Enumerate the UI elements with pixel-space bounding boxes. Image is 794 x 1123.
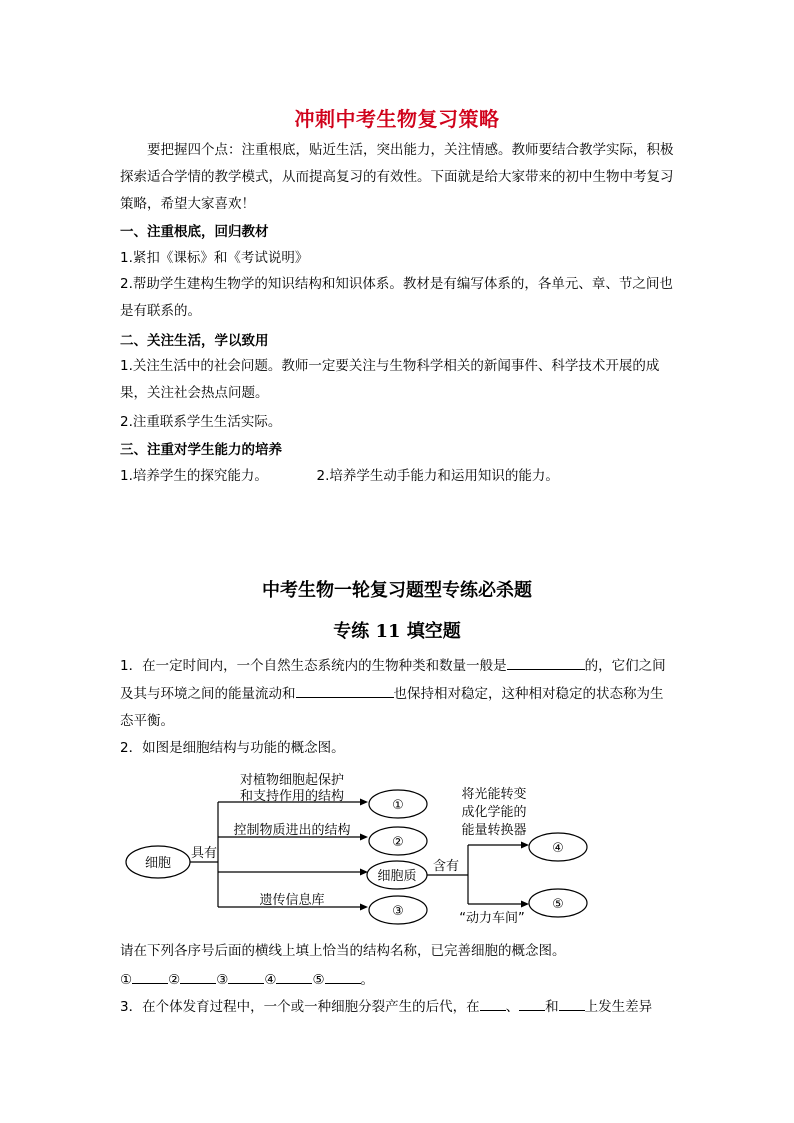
- branch-3-label: 遗传信息库: [259, 893, 325, 908]
- question-2-instruction: 请在下列各序号后面的横线上填上恰当的结构名称，已完善细胞的概念图。: [120, 943, 566, 959]
- q2-blank-2[interactable]: [180, 969, 216, 984]
- q1-blank-2[interactable]: [296, 683, 394, 698]
- section-3-item-1: [120, 466, 680, 486]
- node-5-label: ⑤: [552, 897, 564, 912]
- branch-1-label-line-1: 对植物细胞起保护: [239, 773, 345, 788]
- energy-label-line-1: 将光能转变: [461, 787, 527, 802]
- cell-concept-diagram: [118, 764, 618, 934]
- node-3-label: ③: [392, 904, 404, 919]
- question-1-line-3: 态平衡。: [120, 713, 174, 729]
- section-2-item-2: 2.注重联系学生生活实际。: [120, 414, 282, 430]
- section-1-item-1: 1.紧扣《课标》和《考试说明》: [120, 250, 309, 266]
- power-label: “动力车间”: [459, 911, 525, 926]
- q3-text-b: 上发生差异: [584, 999, 653, 1015]
- has-label: 具有: [190, 846, 218, 861]
- q2-blank-2-label: ②: [168, 972, 181, 988]
- q2-blank-5-label: ⑤: [312, 972, 325, 988]
- q2-blank-4-label: ④: [264, 972, 277, 988]
- q2-blank-5[interactable]: [325, 969, 361, 984]
- section-3-item-2-text: 2.培养学生动手能力和运用知识的能力。: [316, 468, 559, 484]
- energy-label-line-2: 成化学能的: [461, 805, 527, 820]
- page-title: 冲刺中考生物复习策略: [294, 107, 500, 131]
- section-1-heading: 一、注重根底，回归教材: [120, 224, 269, 240]
- section-3-heading: 三、注重对学生能力的培养: [120, 442, 282, 458]
- question-3: [120, 996, 680, 1017]
- q2-blank-1-label: ①: [120, 972, 133, 988]
- energy-label-line-3: 能量转换器: [461, 823, 527, 838]
- q2-blank-4[interactable]: [276, 969, 312, 984]
- contains-label: 含有: [432, 859, 460, 874]
- cytoplasm-label: 细胞质: [377, 869, 417, 884]
- q3-blank-2[interactable]: [519, 996, 545, 1011]
- node-2-label: ②: [392, 835, 404, 850]
- exam-title: 中考生物一轮复习题型专练必杀题: [262, 580, 532, 601]
- q3-blank-3[interactable]: [559, 996, 585, 1011]
- q1-blank-1[interactable]: [507, 655, 585, 670]
- q1-text-b: 的，它们之间: [584, 658, 666, 674]
- section-2-heading: 二、关注生活，学以致用: [120, 333, 269, 349]
- question-2-blanks: [120, 969, 680, 990]
- branch-2-label: 控制物质进出的结构: [233, 823, 351, 838]
- question-1-line-1: [120, 655, 680, 676]
- section-3-item-1-text: 1.培养学生的探究能力。: [120, 468, 268, 484]
- exam-subtitle: 专练 11 填空题: [333, 621, 461, 642]
- question-2: 2．如图是细胞结构与功能的概念图。: [120, 740, 345, 756]
- q2-blank-3-label: ③: [216, 972, 229, 988]
- q3-blank-1[interactable]: [480, 996, 506, 1011]
- q1-text-c: 及其与环境之间的能量流动和: [120, 686, 296, 702]
- q1-text-a: 1．在一定时间内，一个自然生态系统内的生物种类和数量一般是: [120, 658, 507, 674]
- question-1-line-2: [120, 683, 680, 704]
- q2-end: 。: [360, 972, 375, 988]
- cell-label: 细胞: [144, 856, 172, 871]
- q3-sep-1: 、: [505, 999, 520, 1015]
- branch-1-label-line-2: 和支持作用的结构: [239, 789, 345, 804]
- intro-paragraph: 要把握四个点：注重根底，贴近生活，突出能力，关注情感。教师要结合教学实际，积极探索适合学情的教学模式，从而提高复习的有效性。下面就是给大家带来的初中生物中考复习策略，希望大家喜欢！: [120, 142, 674, 212]
- q1-text-d: 也保持相对稳定，这种相对稳定的状态称为生: [393, 686, 664, 702]
- q3-sep-2: 和: [545, 999, 559, 1015]
- q3-text-a: 3．在个体发育过程中，一个或一种细胞分裂产生的后代，在: [120, 999, 480, 1015]
- q2-blank-1[interactable]: [132, 969, 168, 984]
- q2-blank-3[interactable]: [228, 969, 264, 984]
- section-2-item-1: 1.关注生活中的社会问题。教师一定要关注与生物科学相关的新闻事件、科学技术开展的成果，关注社会热点问题。: [120, 358, 660, 401]
- node-4-label: ④: [552, 841, 564, 856]
- node-1-label: ①: [392, 798, 404, 813]
- section-1-item-2: 2.帮助学生建构生物学的知识结构和知识体系。教材是有编写体系的，各单元、章、节之间也是有联系的。: [120, 276, 673, 319]
